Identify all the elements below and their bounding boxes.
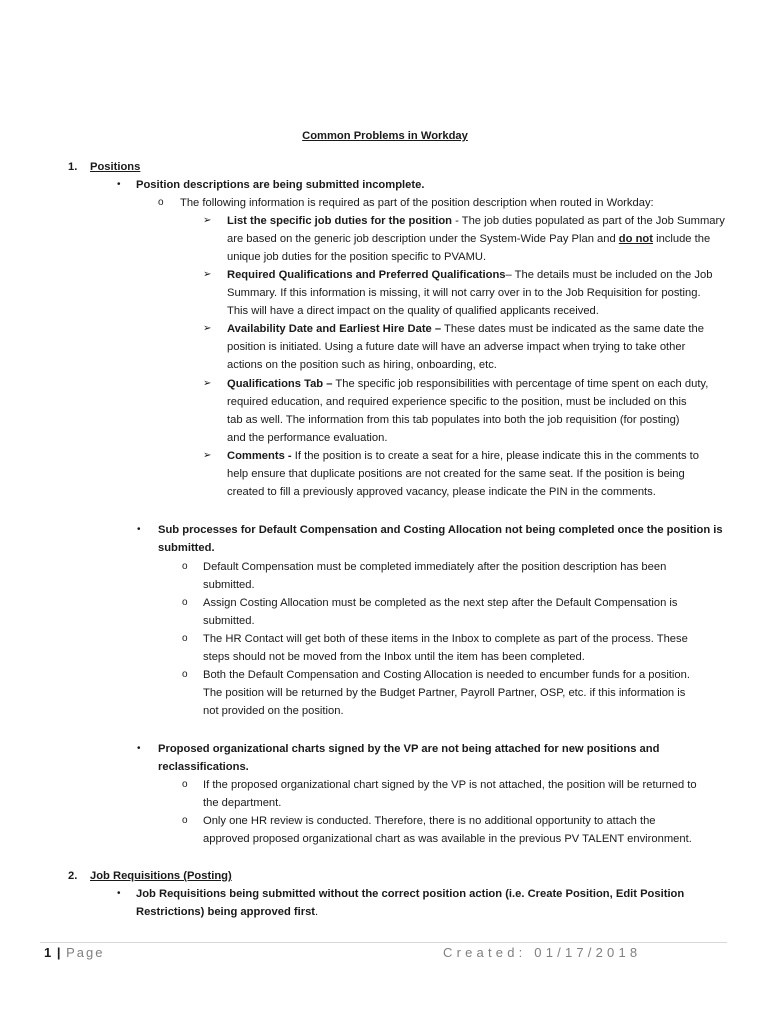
bullet-heading: reclassifications. [158, 761, 249, 773]
item-line: actions on the position such as hiring, onboarding, etc. [227, 359, 497, 371]
section-number: 1. [68, 161, 78, 173]
bullet-marker: • [117, 888, 121, 899]
item-line: tab as well. The information from this tab populates into both the job requisition (for posting) [227, 414, 680, 426]
subitem-line: Default Compensation must be completed immediately after the position description has been [203, 561, 667, 573]
subitem-line: not provided on the position. [203, 705, 344, 717]
item-line [227, 212, 725, 230]
item-line: and the performance evaluation. [227, 432, 388, 444]
item-line [227, 266, 712, 284]
item-text: These dates must be indicated as the same date the [441, 323, 704, 335]
subitem-line: Only one HR review is conducted. Therefore, there is no additional opportunity to attach the [203, 815, 656, 827]
circle-marker: o [182, 815, 188, 826]
subitem-line: steps should not be moved from the Inbox until the item has been completed. [203, 651, 585, 663]
item-label: List the specific job duties for the position [227, 215, 453, 227]
intro-text: The following information is required as part of the position description when routed in Workday: [180, 197, 654, 209]
circle-marker: o [182, 561, 188, 572]
item-text: If the position is to create a seat for a hire, please indicate this in the comments to [291, 450, 699, 462]
item-line: position is initiated. Using a future date will have an adverse impact when trying to take other [227, 341, 686, 353]
bullet-heading-line [136, 903, 318, 921]
circle-marker: o [182, 669, 188, 680]
bullet-marker: • [137, 524, 141, 535]
item-line [227, 447, 699, 465]
subitem-line: the department. [203, 797, 282, 809]
item-line [227, 375, 708, 393]
footer-page [44, 944, 105, 962]
subitem-line: approved proposed organizational chart as was available in the previous PV TALENT environment. [203, 833, 692, 845]
document-title: Common Problems in Workday [302, 130, 468, 142]
section-title: Positions [90, 161, 141, 173]
circle-marker: o [182, 597, 188, 608]
subitem-line: submitted. [203, 615, 255, 627]
subitem-line: submitted. [203, 579, 255, 591]
bullet-marker: • [117, 179, 121, 190]
subitem-line: The HR Contact will get both of these items in the Inbox to complete as part of the process. These [203, 633, 688, 645]
circle-marker: o [158, 197, 164, 208]
bullet-heading: submitted. [158, 542, 215, 554]
subitem-line: The position will be returned by the Budget Partner, Payroll Partner, OSP, etc. if this information is [203, 687, 686, 699]
item-line: unique job duties for the position specific to PVAMU. [227, 251, 487, 263]
item-text: include the [652, 233, 711, 245]
subitem-line: Assign Costing Allocation must be completed as the next step after the Default Compensation is [203, 597, 678, 609]
section-number: 2. [68, 870, 78, 882]
item-line: required education, and required experience specific to the position, must be included on this [227, 396, 687, 408]
item-line: This will have a direct impact on the quality of qualified applicants received. [227, 305, 599, 317]
subitem-line: If the proposed organizational chart signed by the VP is not attached, the position will be returned to [203, 779, 697, 791]
arrow-marker: ➢ [203, 215, 212, 226]
page-number: 1 [44, 945, 53, 960]
arrow-marker: ➢ [203, 269, 212, 280]
bullet-heading-trailing: . [315, 906, 319, 918]
page-separator: | [56, 945, 62, 960]
item-line: created to fill a previously approved vacancy, please indicate the PIN in the comments. [227, 486, 656, 498]
bullet-marker: • [137, 743, 141, 754]
circle-marker: o [182, 633, 188, 644]
bullet-heading: Proposed organizational charts signed by the VP are not being attached for new positions and [158, 743, 660, 755]
item-text: The specific job responsibilities with percentage of time spent on each duty, [332, 378, 709, 390]
bullet-heading: Position descriptions are being submitted incomplete. [136, 179, 425, 191]
bullet-heading: Job Requisitions being submitted without the correct position action (i.e. Create Position, Edit Position [136, 888, 685, 900]
footer-created-date: Created: 01/17/2018 [443, 945, 642, 960]
arrow-marker: ➢ [203, 378, 212, 389]
page-label: Page [66, 945, 105, 960]
item-label: Qualifications Tab – [227, 378, 333, 390]
arrow-marker: ➢ [203, 323, 212, 334]
footer-divider [40, 942, 727, 943]
bullet-heading: Sub processes for Default Compensation and Costing Allocation not being completed once the position is [158, 524, 723, 536]
item-line [227, 230, 710, 248]
item-text: - The job duties populated as part of the Job Summary [452, 215, 725, 227]
item-line: help ensure that duplicate positions are not created for the same seat. If the position is being [227, 468, 685, 480]
arrow-marker: ➢ [203, 450, 212, 461]
circle-marker: o [182, 779, 188, 790]
section-title: Job Requisitions (Posting) [90, 870, 232, 882]
subitem-line: Both the Default Compensation and Costing Allocation is needed to encumber funds for a position. [203, 669, 690, 681]
item-label: Availability Date and Earliest Hire Date – [227, 323, 442, 335]
item-line: Summary. If this information is missing, it will not carry over in to the Job Requisition for posting. [227, 287, 701, 299]
item-emphasis: do not [618, 233, 653, 245]
item-label: Comments - [227, 450, 292, 462]
bullet-heading: Restrictions) being approved first [136, 906, 316, 918]
item-label: Required Qualifications and Preferred Qualifications [227, 269, 506, 281]
item-text: – The details must be included on the Job [505, 269, 713, 281]
item-line [227, 320, 704, 338]
item-text: are based on the generic job description under the System-Wide Pay Plan and [227, 233, 619, 245]
